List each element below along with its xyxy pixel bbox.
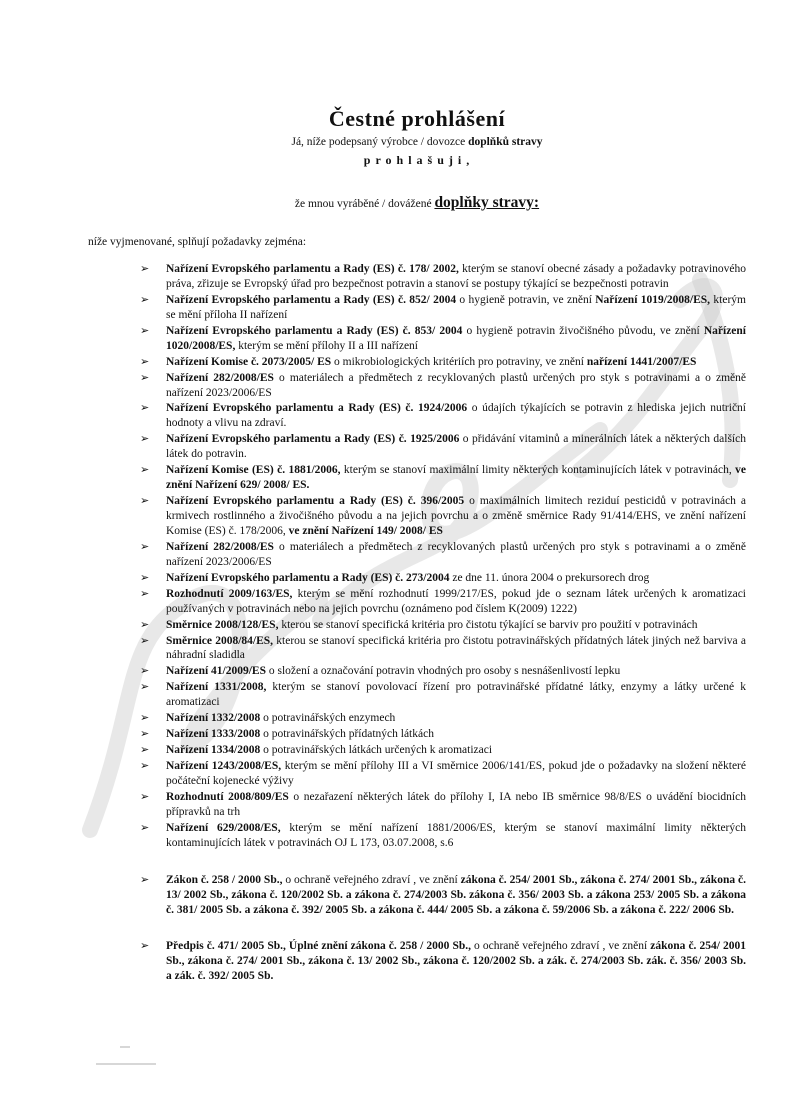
arrow-bullet-icon: ➢ (140, 743, 150, 757)
regulation-list (88, 262, 746, 984)
list-item (88, 790, 746, 820)
arrow-bullet-icon: ➢ (140, 820, 150, 834)
subtitle-text: Já, níže podepsaný výrobce / dovozce (291, 136, 469, 148)
arrow-bullet-icon: ➢ (140, 939, 150, 953)
regulation-text: Nařízení Evropského parlamentu a Rady (ES) č. 396/2005 o maximálních limitech reziduí pesticidů v potravinách a krmivech rostlinného a živočišného původu a na jejich povrchu a o změně směrnice Rady 91/414/EHS, ve znění nařízení Komise (ES) č. 178/2006, ve znění Nařízení 149/ 2008/ ES (166, 495, 746, 537)
regulation-text: Nařízení 1243/2008/ES, kterým se mění přílohy III a VI směrnice 2006/141/ES, pokud jde o požadavky na složení některé počáteční kojenecké výživy (166, 760, 746, 787)
list-item (88, 494, 746, 539)
list-item (88, 680, 746, 710)
list-item (88, 463, 746, 493)
arrow-bullet-icon: ➢ (140, 711, 150, 725)
list-item (88, 432, 746, 462)
subtitle-line (88, 136, 746, 148)
regulation-text: Nařízení 1333/2008 o potravinářských přídatných látkách (166, 728, 434, 741)
regulation-text: Nařízení Evropského parlamentu a Rady (ES) č. 853/ 2004 o hygieně potravin živočišného původu, ve znění Nařízení 1020/2008/ES, kterým se mění přílohy II a III nařízení (166, 324, 746, 352)
arrow-bullet-icon: ➢ (140, 262, 150, 275)
list-item (88, 821, 746, 851)
regulation-text: Nařízení Evropského parlamentu a Rady (ES) č. 178/ 2002, kterým se stanoví obecné zásady a požadavky potravinového práva, zřizuje se Evropský úřad pro bezpečnost potravin a stanoví se postupy týkající se bezpečnosti potravin (166, 263, 746, 290)
statement-line (88, 194, 746, 212)
list-item (88, 618, 746, 633)
statement-bold-text: doplňky stravy: (434, 194, 540, 211)
list-item (88, 371, 746, 401)
regulation-text: Nařízení Evropského parlamentu a Rady (ES) č. 1925/2006 o přidávání vitaminů a minerálních látek a některých dalších látek do potravin. (166, 433, 746, 461)
regulation-text: Nařízení 1334/2008 o potravinářských látkách určených k aromatizaci (166, 744, 493, 757)
regulation-text: Nařízení 629/2008/ES, kterým se mění nařízení 1881/2006/ES, kterým se stanoví maximální limity některých kontaminujících látek v potravinách OJ L 173, 03.07.2008, s.6 (166, 821, 746, 849)
regulation-text: Směrnice 2008/84/ES, kterou se stanoví specifická kritéria pro čistotu potravinářských přídatných látek jiných než barviva a náhradní sladidla (166, 634, 746, 662)
list-item (88, 759, 746, 789)
list-item (88, 939, 746, 984)
arrow-bullet-icon: ➢ (140, 664, 150, 678)
regulation-text: Předpis č. 471/ 2005 Sb., Úplné znění zákona č. 258 / 2000 Sb., o ochraně veřejného zdraví , ve znění zákona č. 254/ 2001 Sb., zákona č. 274/ 2001 Sb., zákona č. 13/ 2002 Sb., zákona č. 120/2002 Sb. a zák. č. 274/2003 Sb. zák. č. 356/ 2003 Sb. a zák. č. 392/ 2005 Sb. (166, 940, 746, 983)
arrow-bullet-icon: ➢ (140, 463, 150, 477)
regulation-text: Nařízení 1332/2008 o potravinářských enzymech (166, 712, 396, 725)
list-item (88, 727, 746, 742)
regulation-text: Nařízení Evropského parlamentu a Rady (ES) č. 852/ 2004 o hygieně potravin, ve znění Nařízení 1019/2008/ES, kterým se mění příloha II nařízení (166, 293, 746, 321)
list-item (88, 634, 746, 664)
arrow-bullet-icon: ➢ (140, 586, 150, 600)
arrow-bullet-icon: ➢ (140, 539, 150, 553)
arrow-bullet-icon: ➢ (140, 789, 150, 803)
list-item (88, 743, 746, 758)
list-item (88, 664, 746, 679)
list-item (88, 873, 746, 918)
arrow-bullet-icon: ➢ (140, 292, 150, 306)
arrow-bullet-icon: ➢ (140, 494, 150, 508)
arrow-bullet-icon: ➢ (140, 432, 150, 446)
page-title: Čestné prohlášení (328, 106, 506, 131)
regulation-text: Rozhodnutí 2009/163/ES, kterým se mění rozhodnutí 1999/217/ES, pokud jde o seznam látek určených k aromatizaci používaných v potravinách nebo na jejich povrchu (oznámeno pod číslem K(2009) 1222) (166, 587, 746, 615)
regulation-text: Nařízení 41/2009/ES o složení a označování potravin vhodných pro osoby s nesnášenlivostí lepku (166, 665, 621, 678)
list-item (88, 540, 746, 570)
scan-artifact (120, 1046, 130, 1048)
list-item (88, 324, 746, 354)
statement-text: že mnou vyráběné / dovážené (294, 198, 435, 210)
list-item (88, 571, 746, 586)
list-item (88, 587, 746, 617)
regulation-text: Nařízení 1331/2008, kterým se stanoví povolovací řízení pro potravinářské přídatné látky, enzymy a látky určené k aromatizaci (166, 681, 746, 709)
arrow-bullet-icon: ➢ (140, 323, 150, 337)
regulation-text: Nařízení Evropského parlamentu a Rady (ES) č. 1924/2006 o údajích týkajících se potravin z hlediska jejich nutriční hodnoty a vlivu na zdraví. (166, 402, 746, 430)
list-item (88, 293, 746, 323)
regulation-text: Rozhodnutí 2008/809/ES o nezařazení některých látek do přílohy I, IA nebo IB směrnice 98/8/ES o uvádění biocidních přípravků na trh (166, 790, 746, 818)
arrow-bullet-icon: ➢ (140, 401, 150, 415)
list-item (88, 711, 746, 726)
arrow-bullet-icon: ➢ (140, 354, 150, 368)
arrow-bullet-icon: ➢ (140, 759, 150, 772)
scan-artifact (96, 1063, 156, 1065)
regulation-text: Směrnice 2008/128/ES, kterou se stanoví specifická kritéria pro čistotu týkající se barviv pro použití v potravinách (166, 618, 698, 631)
regulation-text: Nařízení Evropského parlamentu a Rady (ES) č. 273/2004 ze dne 11. února 2004 o prekursorech drog (166, 571, 650, 584)
arrow-bullet-icon: ➢ (140, 680, 150, 694)
arrow-bullet-icon: ➢ (140, 727, 150, 741)
subtitle-bold-text: doplňků stravy (468, 136, 543, 148)
arrow-bullet-icon: ➢ (140, 570, 150, 584)
regulation-text: Nařízení Komise č. 2073/2005/ ES o mikrobiologických kritériích pro potraviny, ve znění nařízení 1441/2007/ES (166, 355, 697, 368)
regulation-text: Nařízení Komise (ES) č. 1881/2006, kterým se stanoví maximální limity některých kontaminujících látek v potravinách, ve znění Nařízení 629/ 2008/ ES. (166, 464, 747, 492)
arrow-bullet-icon: ➢ (140, 872, 150, 886)
regulation-text: Nařízení 282/2008/ES o materiálech a předmětech z recyklovaných plastů určených pro styk s potravinami a o změně nařízení 2023/2006/ES (166, 540, 746, 568)
intro-line: níže vyjmenované, splňují požadavky zejména: (88, 236, 307, 248)
arrow-bullet-icon: ➢ (140, 617, 150, 631)
arrow-bullet-icon: ➢ (140, 633, 150, 647)
declaration-word: p r o h l a š u j i , (363, 153, 471, 167)
regulation-text: Nařízení 282/2008/ES o materiálech a předmětech z recyklovaných plastů určených pro styk s potravinami a o změně nařízení 2023/2006/ES (166, 371, 746, 399)
list-item (88, 401, 746, 431)
regulation-text: Zákon č. 258 / 2000 Sb., o ochraně veřejného zdraví , ve znění zákona č. 254/ 2001 Sb., zákona č. 274/ 2001 Sb., zákona č. 13/ 2002 Sb., zákona č. 120/2002 Sb. a zákona č. 274/2003 Sb. zákona č. 356/ 2003 Sb. a zákona 253/ 2005 Sb. a zákona č. 381/ 2005 Sb. a zákona č. 392/ 2005 Sb. a zákona č. 444/ 2005 Sb. a zákona č. 59/2006 Sb. a zákona č. 222/ 2006 Sb. (166, 873, 746, 916)
list-item (88, 355, 746, 370)
arrow-bullet-icon: ➢ (140, 370, 150, 384)
list-item (88, 262, 746, 292)
